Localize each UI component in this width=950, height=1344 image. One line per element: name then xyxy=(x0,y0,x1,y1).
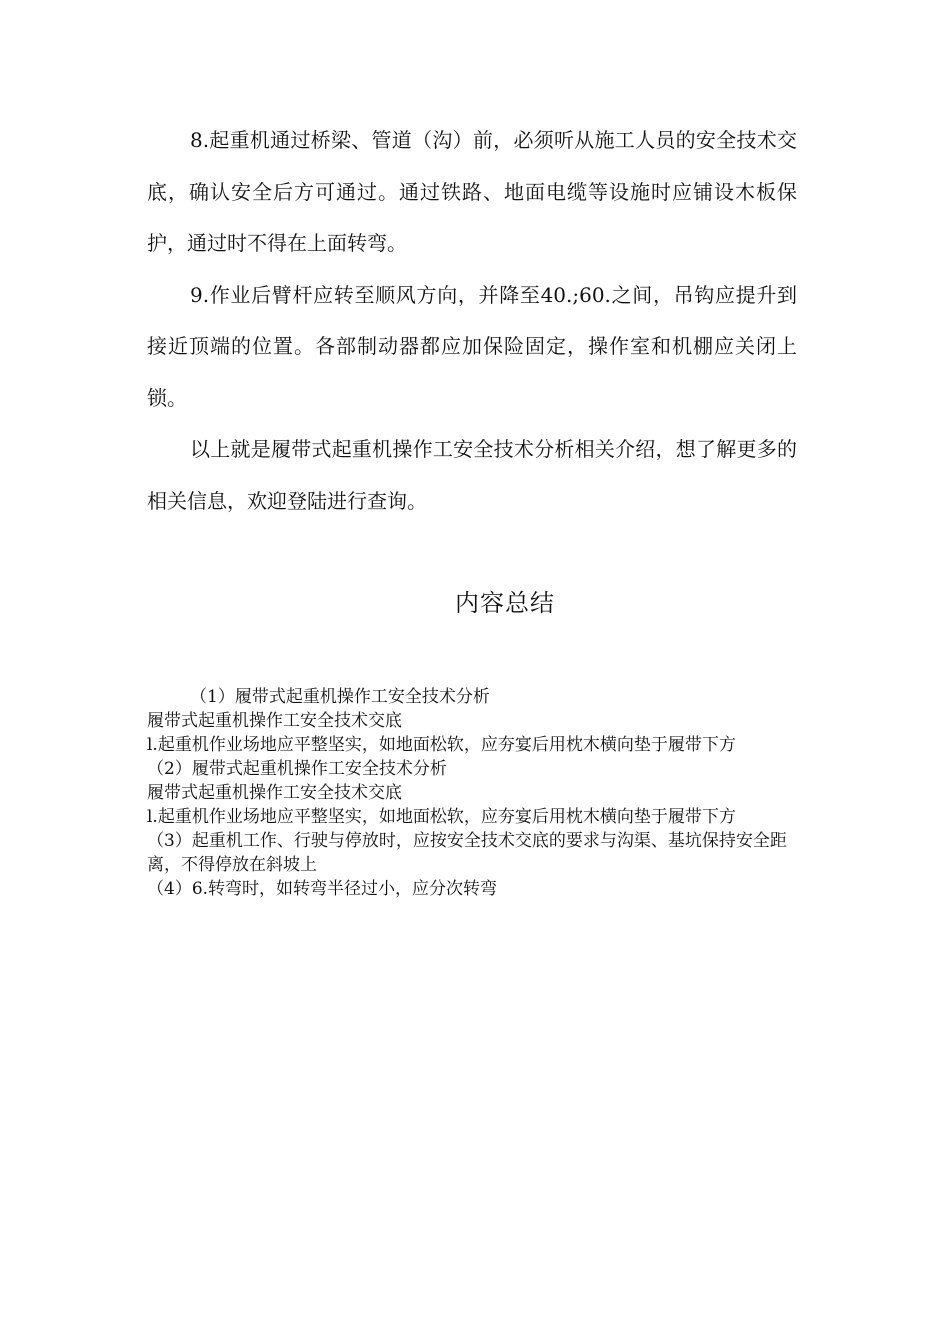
paragraph-item-8: 8.起重机通过桥梁、管道（沟）前，必须听从施工人员的安全技术交底，确认安全后方可通过。通过铁路、地面电缆等设施时应铺设木板保护，通过时不得在上面转弯。 xyxy=(147,128,797,255)
paragraph-item-9: 9.作业后臂杆应转至顺风方向，并降至40.;60.之间，吊钩应提升到接近顶端的位置。各部制动器都应加保险固定，操作室和机棚应关闭上锁。 xyxy=(147,282,797,410)
summary-line: （3）起重机工作、行驶与停放时，应按安全技术交底的要求与沟渠、基坑保持安全距离，不得停放在斜坡上 xyxy=(147,831,787,875)
summary-line: l.起重机作业场地应平整坚实，如地面松软，应夯宴后用枕木横向垫于履带下方 xyxy=(147,807,736,827)
summary-line: 履带式起重机操作工安全技术交底 xyxy=(147,711,402,731)
summary-line: （1）履带式起重机操作工安全技术分析 xyxy=(190,687,490,707)
summary-line: （4）6.转弯时，如转弯半径过小，应分次转弯 xyxy=(147,879,498,899)
summary-line: l.起重机作业场地应平整坚实，如地面松软，应夯宴后用枕木横向垫于履带下方 xyxy=(147,735,736,755)
summary-list xyxy=(147,685,802,901)
summary-line: （2）履带式起重机操作工安全技术分析 xyxy=(147,759,447,779)
summary-line: 履带式起重机操作工安全技术交底 xyxy=(147,783,402,803)
paragraph-conclusion: 以上就是履带式起重机操作工安全技术分析相关介绍，想了解更多的相关信息，欢迎登陆进行查询。 xyxy=(147,437,797,513)
body-text xyxy=(147,115,797,527)
summary-title: 内容总结 xyxy=(455,589,555,617)
